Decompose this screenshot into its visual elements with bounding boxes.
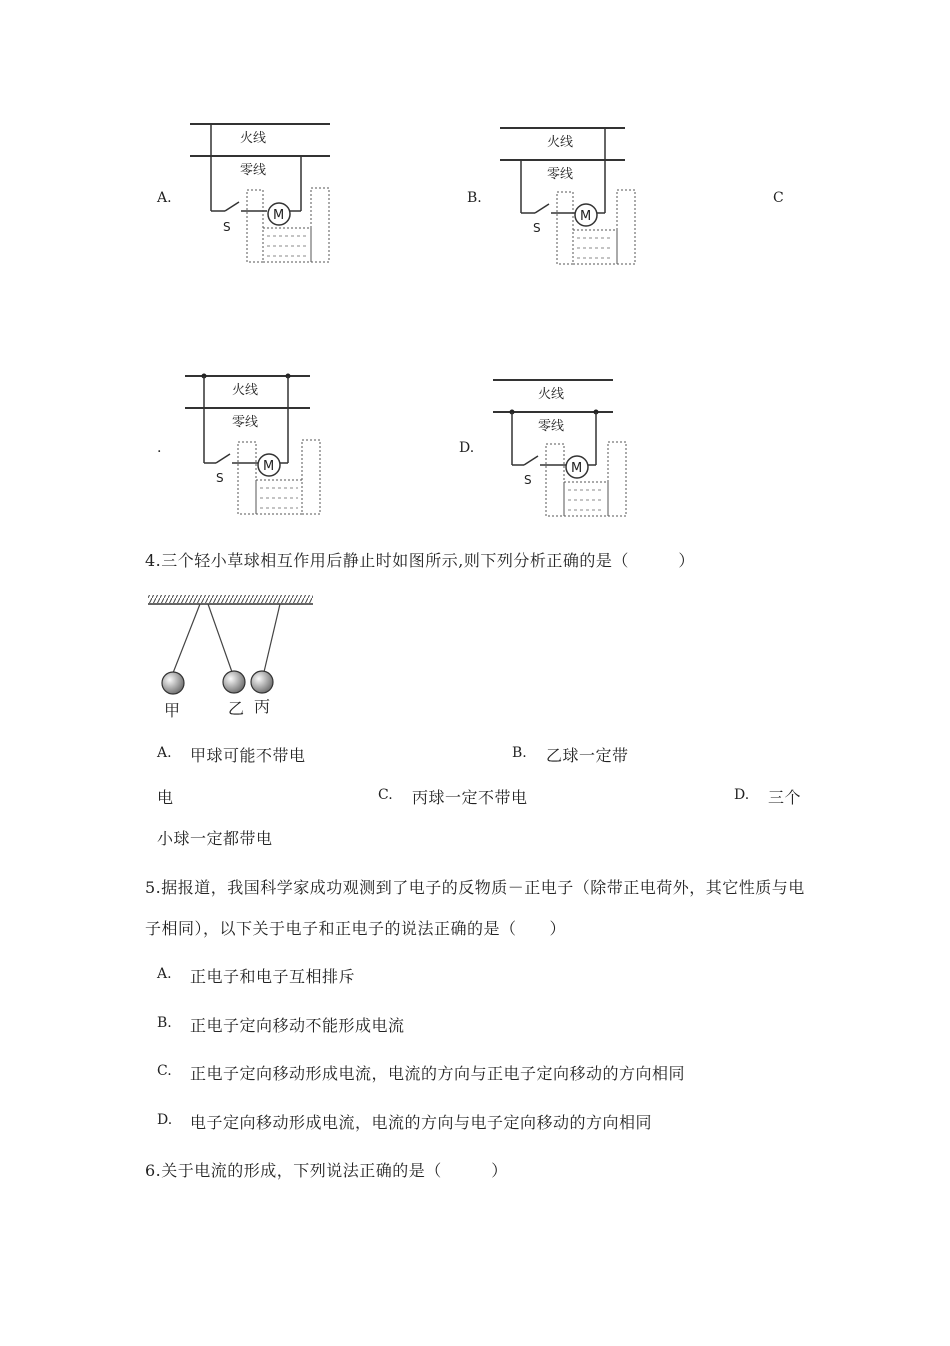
question-4-stem: 4.三个轻小草球相互作用后静止时如图所示,则下列分析正确的是（ ）	[145, 551, 695, 570]
motor-label: M	[263, 459, 275, 474]
ball-bing	[251, 671, 273, 693]
q5-option-a-letter: A.	[157, 966, 172, 982]
q5-option-d-text: 电子定向移动形成电流，电流的方向与电子定向移动的方向相同	[190, 1113, 653, 1132]
q4-option-d-text-cont: 小球一定都带电	[157, 829, 273, 848]
q5-option-b-text: 正电子定向移动不能形成电流	[190, 1016, 405, 1035]
option-c-dot: .	[157, 440, 162, 456]
q4-option-d-text: 三个	[768, 788, 802, 807]
q5-option-d-letter: D.	[157, 1112, 173, 1128]
option-c-letter: C	[773, 190, 784, 206]
ball-yi	[223, 671, 245, 693]
live-wire-label: 火线	[547, 135, 574, 150]
ball-label-jia: 甲	[164, 701, 181, 720]
motor-label: M	[571, 461, 583, 476]
neutral-wire-label: 零线	[240, 163, 267, 178]
switch-label: S	[524, 473, 532, 487]
question-5-stem-line2: 子相同），以下关于电子和正电子的说法正确的是（ ）	[145, 919, 567, 938]
q4-option-d-letter: D.	[734, 787, 750, 803]
motor-label: M	[580, 209, 592, 224]
switch-label: S	[216, 471, 224, 485]
motor-label: M	[273, 208, 285, 223]
q4-option-b-text-cont: 电	[157, 788, 174, 807]
q5-option-a-text: 正电子和电子互相排斥	[190, 967, 356, 986]
ball-label-yi: 乙	[228, 699, 245, 718]
circuit-diagram-b	[495, 120, 655, 270]
live-wire-label: 火线	[538, 387, 565, 402]
question-5-stem-line1: 5.据报道，我国科学家成功观测到了电子的反物质－正电子（除带正电荷外，其它性质与电	[145, 878, 805, 897]
q4-option-c-text: 丙球一定不带电	[412, 788, 528, 807]
circuit-diagram-d	[488, 372, 648, 522]
option-a-letter: A.	[157, 190, 172, 206]
ball-jia	[162, 672, 184, 694]
question-6-stem: 6.关于电流的形成，下列说法正确的是（ ）	[145, 1161, 508, 1180]
switch-label: S	[223, 220, 231, 234]
q5-option-b-letter: B.	[157, 1015, 172, 1031]
pith-balls-figure	[140, 590, 330, 725]
neutral-wire-label: 零线	[232, 415, 259, 430]
q4-option-a-text: 甲球可能不带电	[190, 746, 306, 765]
q5-option-c-text: 正电子定向移动形成电流，电流的方向与正电子定向移动的方向相同	[190, 1064, 686, 1083]
q4-option-b-letter: B.	[512, 745, 527, 761]
q4-option-c-letter: C.	[378, 787, 393, 803]
ball-label-bing: 丙	[254, 697, 271, 716]
q4-option-a-letter: A.	[157, 745, 172, 761]
neutral-wire-label: 零线	[538, 419, 565, 434]
neutral-wire-label: 零线	[547, 167, 574, 182]
q5-option-c-letter: C.	[157, 1063, 172, 1079]
live-wire-label: 火线	[240, 131, 267, 146]
q4-option-b-text: 乙球一定带	[546, 746, 629, 765]
circuit-diagram-c	[180, 370, 340, 520]
option-b-letter: B.	[467, 190, 482, 206]
circuit-diagram-a	[185, 118, 345, 268]
option-d-letter: D.	[459, 440, 475, 456]
live-wire-label: 火线	[232, 383, 259, 398]
switch-label: S	[533, 221, 541, 235]
